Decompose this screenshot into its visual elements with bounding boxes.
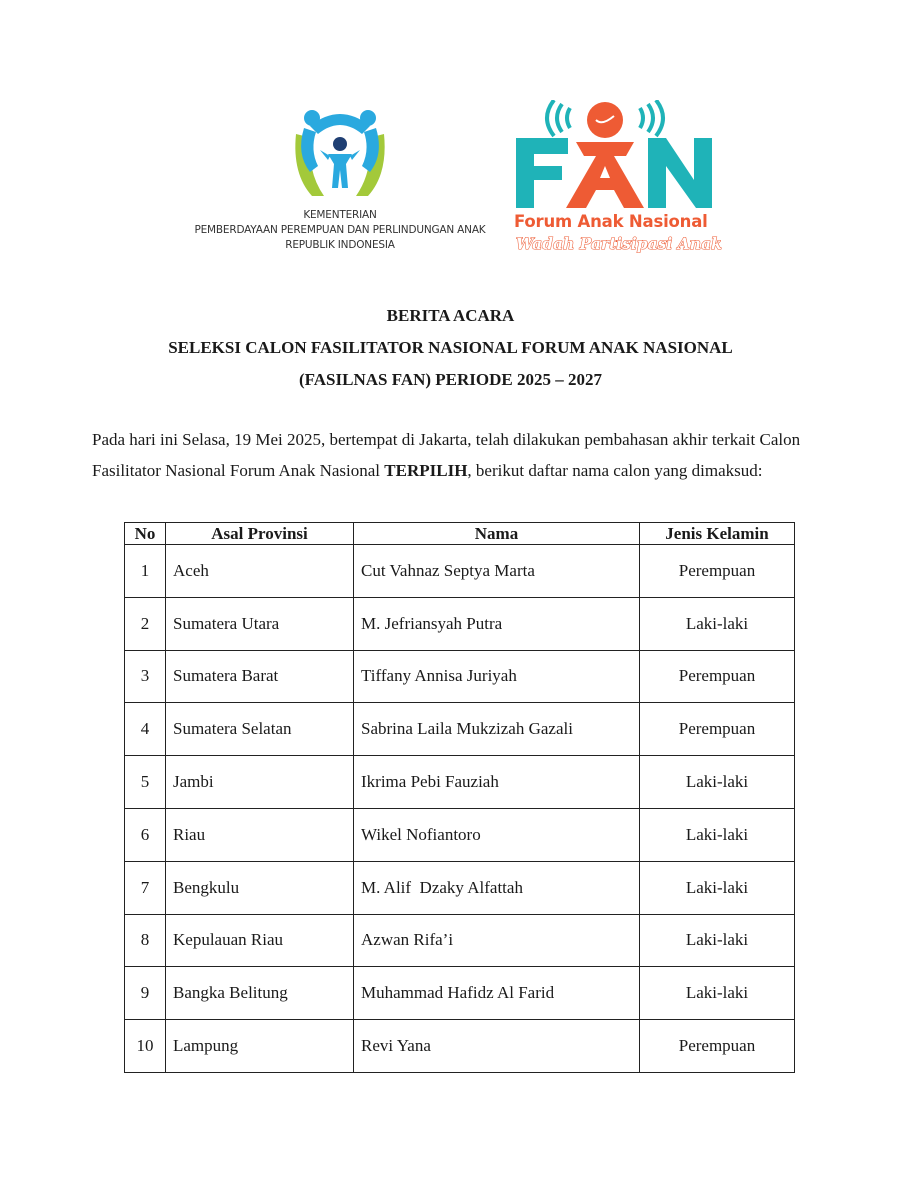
cell-jenis-kelamin: Perempuan xyxy=(640,703,795,756)
fan-logo xyxy=(510,100,720,265)
cell-jenis-kelamin: Laki-laki xyxy=(640,967,795,1020)
cell-nama: Ikrima Pebi Fauziah xyxy=(354,756,640,809)
header-no: No xyxy=(125,523,166,545)
cell-no: 8 xyxy=(125,914,166,967)
table-row xyxy=(125,861,795,914)
cell-provinsi: Sumatera Barat xyxy=(166,650,354,703)
table-row xyxy=(125,703,795,756)
cell-no: 3 xyxy=(125,650,166,703)
kementerian-line-3: REPUBLIK INDONESIA xyxy=(285,239,395,251)
cell-jenis-kelamin: Laki-laki xyxy=(640,914,795,967)
cell-jenis-kelamin: Perempuan xyxy=(640,545,795,598)
kementerian-logo xyxy=(190,104,490,264)
cell-no: 5 xyxy=(125,756,166,809)
cell-nama: Azwan Rifa’i xyxy=(354,914,640,967)
cell-no: 7 xyxy=(125,861,166,914)
table-row xyxy=(125,967,795,1020)
heading-line-1: BERITA ACARA xyxy=(386,306,515,325)
table-row xyxy=(125,808,795,861)
heading-line-3: (FASILNAS FAN) PERIODE 2025 – 2027 xyxy=(298,370,603,389)
kementerian-line-2: PEMBERDAYAAN PEREMPUAN DAN PERLINDUNGAN ANAK xyxy=(194,224,486,236)
table-row xyxy=(125,650,795,703)
cell-nama: Wikel Nofiantoro xyxy=(354,808,640,861)
header-jenis-kelamin: Jenis Kelamin xyxy=(640,523,795,545)
table-row xyxy=(125,914,795,967)
cell-nama: Revi Yana xyxy=(354,1020,640,1073)
table-row xyxy=(125,545,795,598)
cell-jenis-kelamin: Laki-laki xyxy=(640,756,795,809)
table-row xyxy=(125,1020,795,1073)
cell-no: 10 xyxy=(125,1020,166,1073)
kementerian-emblem-icon xyxy=(290,104,390,200)
cell-nama: M. Alif Dzaky Alfattah xyxy=(354,861,640,914)
cell-provinsi: Jambi xyxy=(166,756,354,809)
document-heading xyxy=(0,300,901,396)
cell-provinsi: Bangka Belitung xyxy=(166,967,354,1020)
table-header-row xyxy=(125,523,795,545)
kementerian-line-1: KEMENTERIAN xyxy=(303,209,377,221)
cell-provinsi: Aceh xyxy=(166,545,354,598)
heading-line-2: SELEKSI CALON FASILITATOR NASIONAL FORUM ANAK NASIONAL xyxy=(168,338,733,357)
cell-jenis-kelamin: Laki-laki xyxy=(640,597,795,650)
header-nama: Nama xyxy=(354,523,640,545)
cell-no: 9 xyxy=(125,967,166,1020)
intro-text-bold: TERPILIH xyxy=(384,461,468,480)
intro-text-after: , berikut daftar nama calon yang dimaksud: xyxy=(467,461,763,480)
fan-wordmark-icon xyxy=(510,100,720,212)
cell-no: 1 xyxy=(125,545,166,598)
cell-provinsi: Bengkulu xyxy=(166,861,354,914)
cell-nama: Cut Vahnaz Septya Marta xyxy=(354,545,640,598)
cell-jenis-kelamin: Perempuan xyxy=(640,650,795,703)
cell-nama: Tiffany Annisa Juriyah xyxy=(354,650,640,703)
cell-no: 6 xyxy=(125,808,166,861)
cell-jenis-kelamin: Laki-laki xyxy=(640,808,795,861)
cell-no: 2 xyxy=(125,597,166,650)
candidates-table xyxy=(124,522,795,1073)
cell-jenis-kelamin: Perempuan xyxy=(640,1020,795,1073)
cell-nama: M. Jefriansyah Putra xyxy=(354,597,640,650)
cell-provinsi: Sumatera Utara xyxy=(166,597,354,650)
intro-paragraph xyxy=(92,424,812,486)
fan-tagline: Wadah Partisipasi Anak xyxy=(516,234,722,253)
fan-subtitle: Forum Anak Nasional xyxy=(514,212,708,231)
table-row xyxy=(125,597,795,650)
cell-jenis-kelamin: Laki-laki xyxy=(640,861,795,914)
cell-nama: Sabrina Laila Mukzizah Gazali xyxy=(354,703,640,756)
cell-provinsi: Riau xyxy=(166,808,354,861)
intro-text-before: Pada hari ini Selasa, 19 Mei 2025, bertempat di Jakarta, telah dilakukan pembahasan akhir terkait Calon Fasilitator Nasional Forum Anak Nasional xyxy=(92,430,801,480)
table-row xyxy=(125,756,795,809)
cell-no: 4 xyxy=(125,703,166,756)
cell-provinsi: Kepulauan Riau xyxy=(166,914,354,967)
cell-provinsi: Sumatera Selatan xyxy=(166,703,354,756)
cell-provinsi: Lampung xyxy=(166,1020,354,1073)
cell-nama: Muhammad Hafidz Al Farid xyxy=(354,967,640,1020)
header-provinsi: Asal Provinsi xyxy=(166,523,354,545)
